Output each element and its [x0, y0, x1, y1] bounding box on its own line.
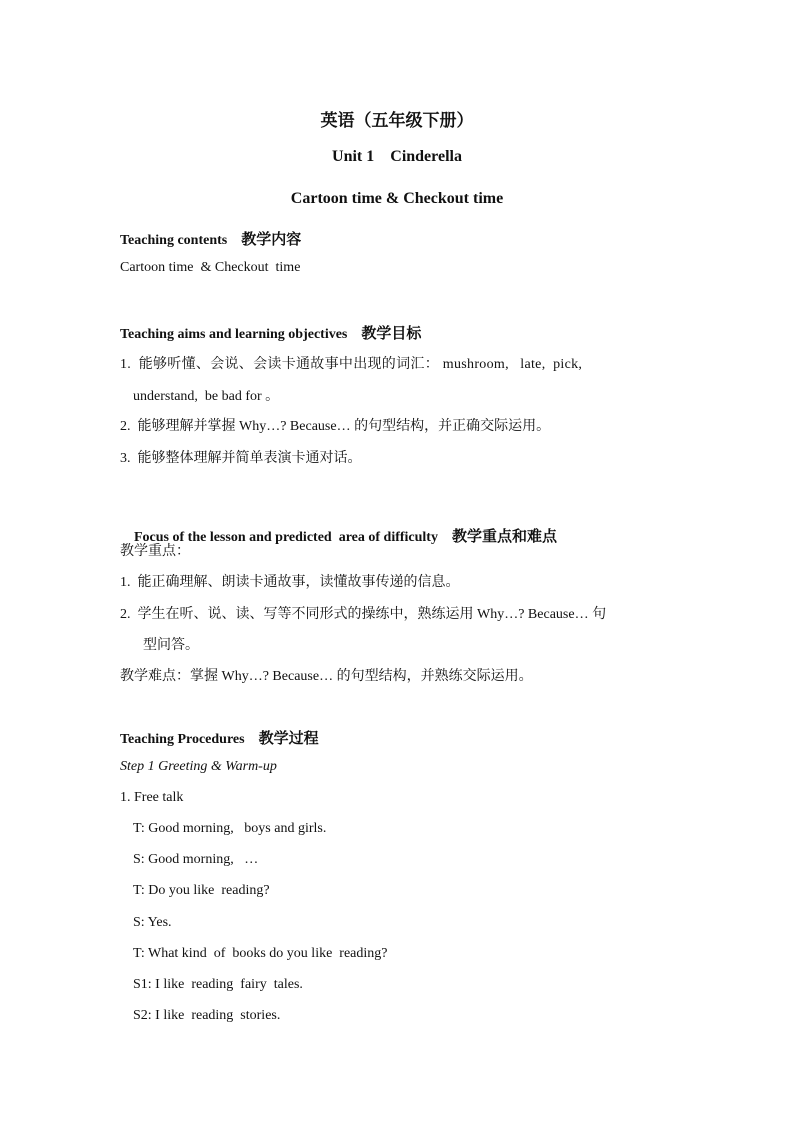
- focus-heading-cn: 教学重点和难点: [451, 529, 557, 545]
- lesson-title: Cartoon time & Checkout time: [290, 190, 504, 207]
- dialogue-line: T: What kind of books do you like reading?: [133, 946, 388, 961]
- aims-item-3: 3. 能够整体理解并简单表演卡通对话。: [120, 451, 362, 466]
- focus-heading-en: Focus of the lesson and predicted area of difficulty: [134, 530, 438, 545]
- dialogue-line: T: Good morning, boys and girls.: [133, 821, 327, 836]
- procedures-heading-en: Teaching Procedures: [120, 732, 245, 747]
- aims-item-1: 1. 能够听懂、会说、会读卡通故事中出现的词汇： mushroom, late, pick,: [120, 357, 583, 372]
- aims-heading-en: Teaching aims and learning objectives: [120, 327, 348, 342]
- difficulty-point: 教学难点：掌握 Why…? Because… 的句型结构，并熟练交际运用。: [120, 669, 533, 684]
- contents-body: Cartoon time & Checkout time: [120, 260, 301, 275]
- step-1-heading: Step 1 Greeting & Warm-up: [120, 759, 277, 774]
- procedures-heading: [120, 727, 319, 748]
- dialogue-line: T: Do you like reading?: [133, 883, 270, 898]
- contents-heading-en: Teaching contents: [120, 233, 228, 248]
- aims-item-1-cont: understand, be bad for 。: [133, 389, 280, 404]
- unit-title-text: Unit 1 Cinderella: [332, 148, 462, 165]
- key-points-label: 教学重点：: [120, 544, 190, 559]
- dialogue-line: S1: I like reading fairy tales.: [133, 977, 303, 992]
- aims-heading-cn: 教学目标: [361, 326, 422, 342]
- dialogue-line: S: Good morning, …: [133, 852, 259, 867]
- key-point-2-cont: 型问答。: [143, 638, 199, 653]
- dialogue-line: S: Yes.: [133, 915, 172, 930]
- dialogue-line: S2: I like reading stories.: [133, 1008, 281, 1023]
- unit-title: [0, 148, 794, 166]
- procedures-heading-cn: 教学过程: [258, 731, 319, 747]
- aims-item-2: 2. 能够理解并掌握 Why…? Because… 的句型结构，并正确交际运用。: [120, 419, 551, 434]
- key-point-2: 2. 学生在听、说、读、写等不同形式的操练中，熟练运用 Why…? Because… 句: [120, 607, 607, 622]
- contents-heading-cn: 教学内容: [241, 232, 302, 248]
- contents-heading: [120, 228, 301, 249]
- key-point-1: 1. 能正确理解、朗读卡通故事，读懂故事传递的信息。: [120, 575, 460, 590]
- document-title: 英语（五年级下册）: [320, 111, 474, 130]
- aims-heading: [120, 322, 421, 343]
- free-talk-heading: 1. Free talk: [120, 790, 184, 805]
